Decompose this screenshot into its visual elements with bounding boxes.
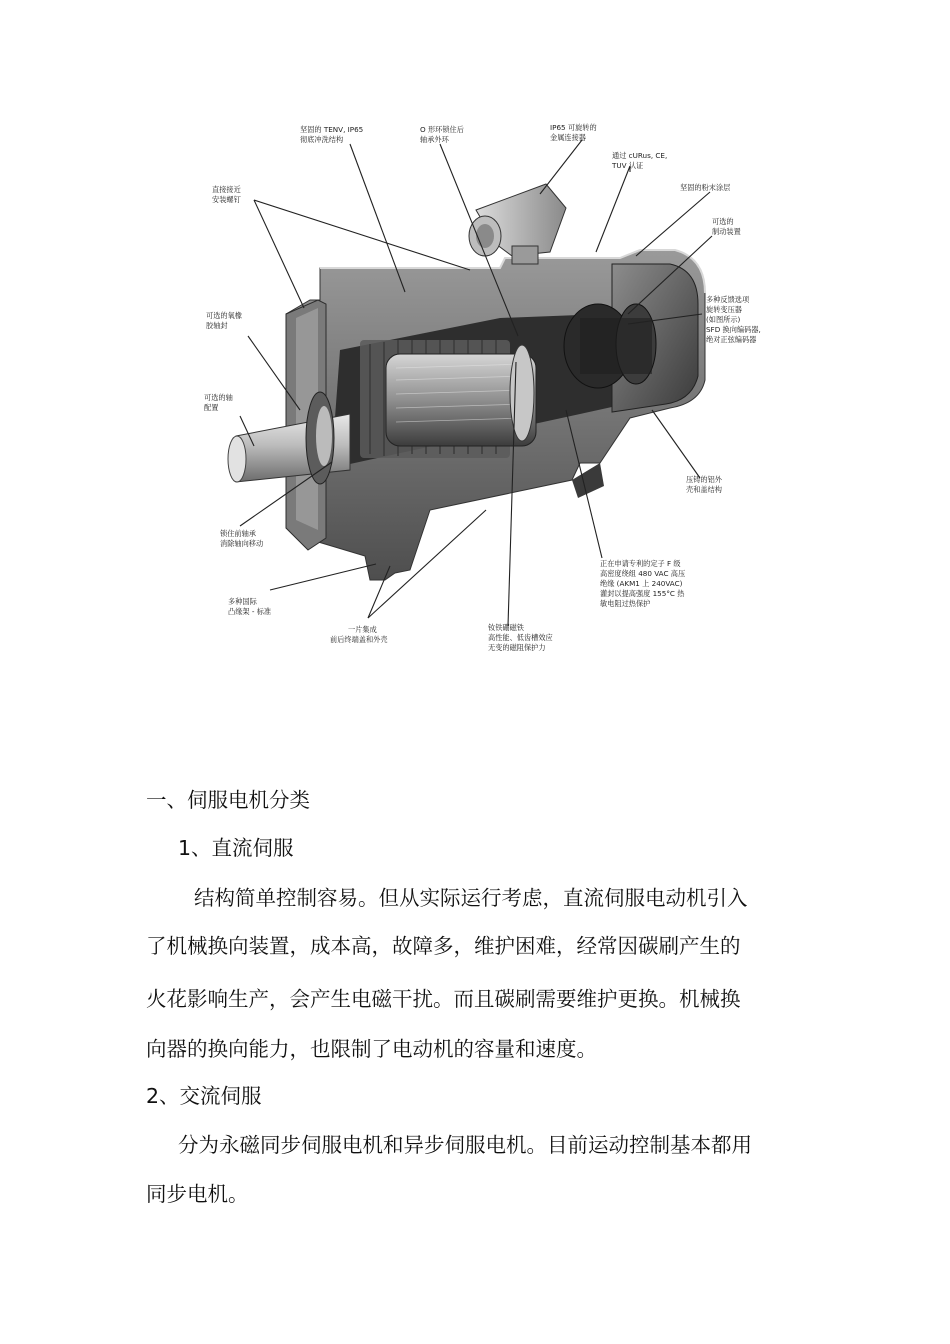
label-shaft: 可选的轴配置 xyxy=(204,393,233,412)
label-ip65: IP65 可旋转的金属连接器 xyxy=(550,123,597,142)
label-feedback: 多种反馈选项 旋转变压器 (如图所示) SFD 换向编码器, 绝对正弦编码器 xyxy=(706,295,761,344)
label-bearing: 锁住前轴承消除轴向移动 xyxy=(220,529,264,548)
label-brake: 可选的制动装置 xyxy=(712,217,741,236)
label-screws: 直接接近安装螺钉 xyxy=(212,185,241,204)
paragraph-line: 向器的换向能力，也限制了电动机的容量和速度。 xyxy=(146,1037,597,1061)
label-endcap: 一片集成前后终端盖和外壳 xyxy=(330,625,388,644)
label-stator: 正在申请专利的定子 F 级 高密度绕组 480 VAC 高压 绝缘 (AKM1 上 240VAC) 灌封以提高强度 155°C 热 敏电阻过热保护 xyxy=(600,559,686,608)
label-cert: 通过 cURus, CE, TUV 认证 xyxy=(612,151,668,170)
paragraph-line: 同步电机。 xyxy=(146,1182,249,1206)
label-coating: 坚固的粉末涂层 xyxy=(680,183,731,192)
label-flange: 多种国际凸缘架 - 标准 xyxy=(228,597,272,616)
servo-motor-cutaway-figure xyxy=(200,118,780,656)
label-oring: O 形环锁住后轴承外环 xyxy=(420,125,464,144)
subsection-title-ac: 2、交流伺服 xyxy=(146,1084,262,1108)
label-seal: 可选的氧橡胶轴封 xyxy=(206,311,242,330)
motor-illustration xyxy=(228,184,705,580)
label-housing: 压铸的铝外壳和盖结构 xyxy=(686,475,722,494)
subsection-title-dc: 1、直流伺服 xyxy=(178,836,294,860)
paragraph-line: 了机械换向装置，成本高，故障多，维护困难，经常因碳刷产生的 xyxy=(146,934,741,958)
label-magnet: 钕铁硼磁铁 高性能、低齿槽效应 无变的磁阻保护力 xyxy=(488,623,553,652)
section-heading: 一、伺服电机分类 xyxy=(146,788,310,812)
paragraph-line: 分为永磁同步伺服电机和异步伺服电机。目前运动控制基本都用 xyxy=(178,1133,752,1157)
paragraph-line: 火花影响生产，会产生电磁干扰。而且碳刷需要维护更换。机械换 xyxy=(146,987,741,1011)
label-tenv: 坚固的 TENV, IP65 彻底冲洗结构 xyxy=(300,125,364,144)
paragraph-line: 结构简单控制容易。但从实际运行考虑，直流伺服电动机引入 xyxy=(194,886,748,910)
